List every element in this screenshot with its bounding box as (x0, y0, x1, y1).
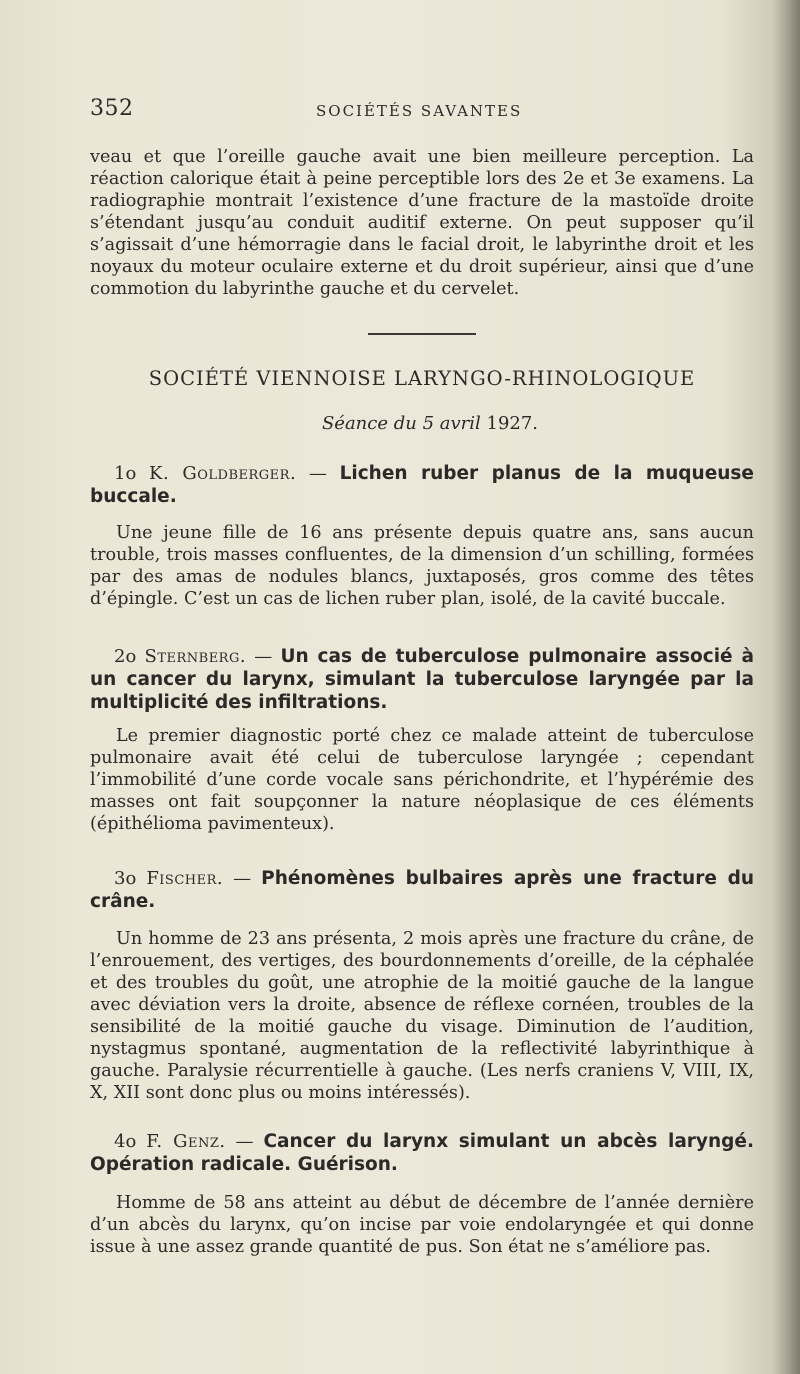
item-title: Un cas de tuberculose pulmonaire associé à un cancer du larynx, simulant la tuberculose laryngée par la multiplicité des infiltrations. (90, 646, 754, 713)
item-author: Fischer. (146, 868, 224, 889)
item-body-4: Homme de 58 ans atteint au début de décembre de l’année dernière d’un abcès du larynx, qu’on incise par voie endolaryngée et qui donne issue à une assez grande quantité de pus. Son état ne s’améliore pas. (90, 1193, 754, 1257)
session-year: 1927. (486, 413, 539, 434)
item-heading-2 (90, 645, 754, 714)
item-dash: — (296, 463, 340, 484)
item-title: Cancer du larynx simulant un abcès laryngé. Opération radicale. Guérison. (90, 1131, 754, 1175)
society-title: SOCIÉTÉ VIENNOISE LARYNGO-RHINOLOGIQUE (148, 367, 696, 390)
item-number: 4o (114, 1131, 137, 1152)
item-author: K. Goldberger. (149, 463, 297, 484)
item-dash: — (225, 1131, 264, 1152)
item-title: Phénomènes bulbaires après une fracture du crâne. (90, 868, 754, 912)
item-heading-3 (90, 867, 754, 913)
item-title: Lichen ruber planus de la muqueuse buccale. (90, 463, 754, 507)
item-dash: — (246, 646, 281, 667)
item-author: Sternberg. (144, 646, 247, 667)
item-author: F. Genz. (146, 1131, 226, 1152)
item-number: 2o (114, 646, 137, 667)
continued-paragraph: veau et que l’oreille gauche avait une bien meilleure perception. La réaction calorique était à peine perceptible lors des 2e et 3e examens. La radiographie montrait l’existence d’une fracture de la mastoïde droite s’étendant jusqu’au conduit auditif externe. On peut supposer qu’il s’agissait d’une hémorragie dans le facial droit, le labyrinthe droit et les noyaux du moteur oculaire externe et du droit supérieur, ainsi que d’une commotion du labyrinthe gauche et du cervelet. (90, 147, 754, 299)
running-head: SOCIÉTÉS SAVANTES (316, 102, 523, 120)
session-label: Séance du 5 avril (321, 413, 481, 434)
item-body-3: Un homme de 23 ans présenta, 2 mois après une fracture du crâne, de l’enrouement, des vertiges, des bourdonnements d’oreille, de la céphalée et des troubles du goût, une atrophie de la moitié gauche de la langue avec déviation vers la droite, absence de réflexe cornéen, troubles de la sensibilité de la moitié gauche du visage. Diminution de l’audition, nystagmus spontané, augmentation de la reflectivité labyrinthique à gauche. Paralysie récurrentielle à gauche. (Les nerfs craniens V, VIII, IX, X, XII sont donc plus ou moins intéressés). (90, 929, 754, 1103)
section-divider (368, 333, 476, 335)
item-body-1: Une jeune fille de 16 ans présente depuis quatre ans, sans aucun trouble, trois masses confluentes, de la dimension d’un schilling, formées par des amas de nodules blancs, juxtaposés, gros comme des têtes d’épingle. C’est un cas de lichen ruber plan, isolé, de la cavité buccale. (90, 523, 754, 609)
page-edge-shadow (772, 0, 800, 1374)
page-number: 352 (90, 96, 134, 121)
item-body-2: Le premier diagnostic porté chez ce malade atteint de tuberculose pulmonaire avait été celui de tuberculose laryngée ; cependant l’immobilité d’une corde vocale sans périchondrite, et l’hypérémie des masses ont fait soupçonner la nature néoplasique de ces éléments (épithélioma pavimenteux). (90, 726, 754, 834)
item-number: 3o (114, 868, 137, 889)
item-dash: — (223, 868, 262, 889)
item-heading-4 (90, 1130, 754, 1176)
item-number: 1o (114, 463, 137, 484)
item-heading-1 (90, 462, 754, 508)
page-header (90, 96, 754, 126)
session-date (90, 413, 762, 434)
